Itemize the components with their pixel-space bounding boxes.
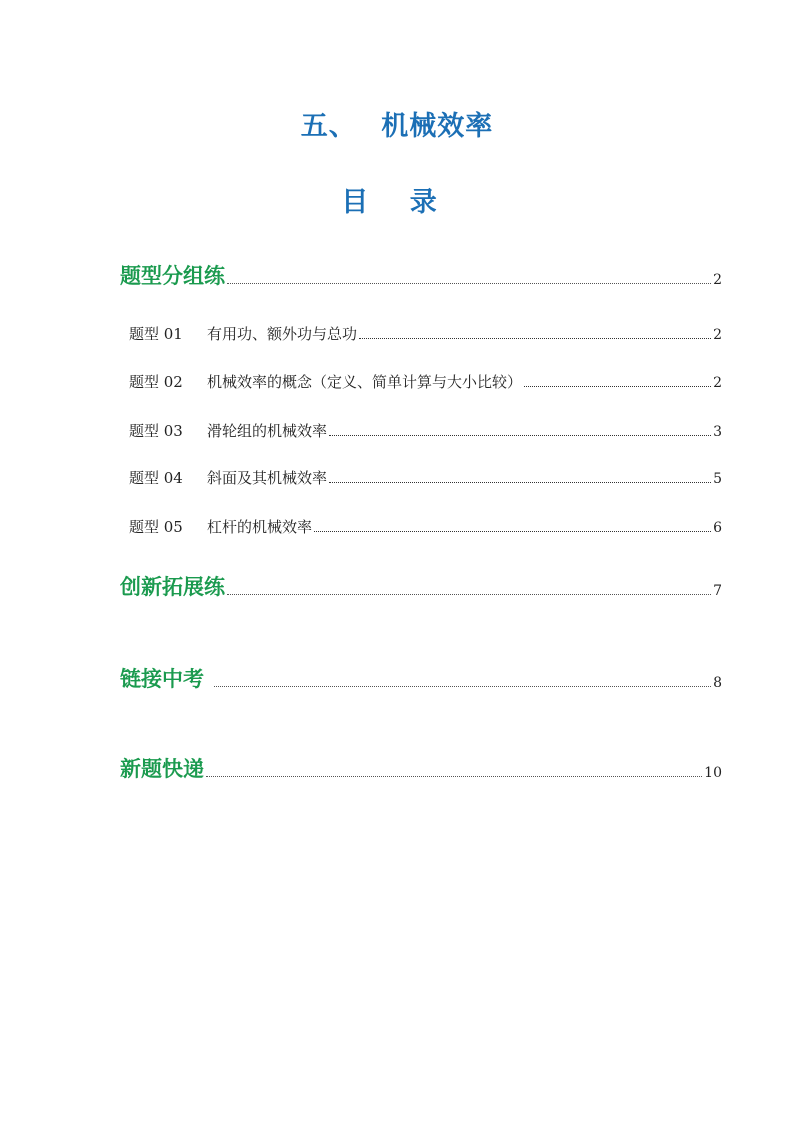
toc-item-type-01[interactable]: [129, 327, 722, 342]
toc-item-type-03[interactable]: [129, 424, 722, 439]
document-title: 五、 机械效率: [300, 111, 494, 142]
toc-page-number: 10: [704, 765, 722, 781]
toc-heading: 目 录: [341, 187, 453, 218]
toc-leader: [359, 338, 711, 339]
toc-item-number: 题型 05: [129, 518, 183, 536]
toc-item-number: 题型 02: [129, 373, 183, 391]
toc-item-number: 题型 01: [129, 325, 183, 343]
toc-leader: [329, 482, 711, 483]
toc-item-label: 机械效率的概念（定义、简单计算与大小比较）: [207, 373, 523, 391]
toc-leader: [206, 776, 702, 777]
toc-leader: [227, 594, 711, 595]
toc-section-label: 链接中考: [120, 667, 204, 691]
toc-leader: [524, 386, 711, 387]
toc-leader: [314, 531, 711, 532]
toc-item-label: 有用功、额外功与总功: [207, 325, 358, 343]
toc-page-number: 6: [713, 520, 722, 536]
toc-leader: [329, 435, 711, 436]
toc-item-number: 题型 04: [129, 469, 183, 487]
toc-page-number: 7: [713, 583, 722, 599]
toc-section-label: 新题快递: [120, 757, 204, 781]
toc-item-label: 滑轮组的机械效率: [207, 422, 328, 440]
toc-item-number: 题型 03: [129, 422, 183, 440]
toc-item-type-04[interactable]: [129, 471, 722, 486]
toc-section-innovation-extension[interactable]: [120, 577, 722, 598]
toc-section-grouped-practice[interactable]: [120, 266, 722, 287]
toc-page-number: 2: [713, 327, 722, 343]
toc-section-label: 创新拓展练: [120, 575, 225, 599]
toc-leader: [227, 283, 711, 284]
toc-item-label: 杠杆的机械效率: [207, 518, 313, 536]
toc-page-number: 3: [713, 424, 722, 440]
toc-section-label: 题型分组练: [120, 264, 225, 288]
toc-section-exam-link[interactable]: [120, 669, 722, 690]
toc-section-new-questions[interactable]: [120, 759, 722, 780]
toc-item-label: 斜面及其机械效率: [207, 469, 328, 487]
toc-page-number: 2: [713, 272, 722, 288]
toc-leader: [214, 686, 711, 687]
toc-item-type-05[interactable]: [129, 520, 722, 535]
toc-page-number: 5: [713, 471, 722, 487]
toc-page-number: 8: [713, 675, 722, 691]
toc-page-number: 2: [713, 375, 722, 391]
toc-item-type-02[interactable]: [129, 375, 722, 390]
